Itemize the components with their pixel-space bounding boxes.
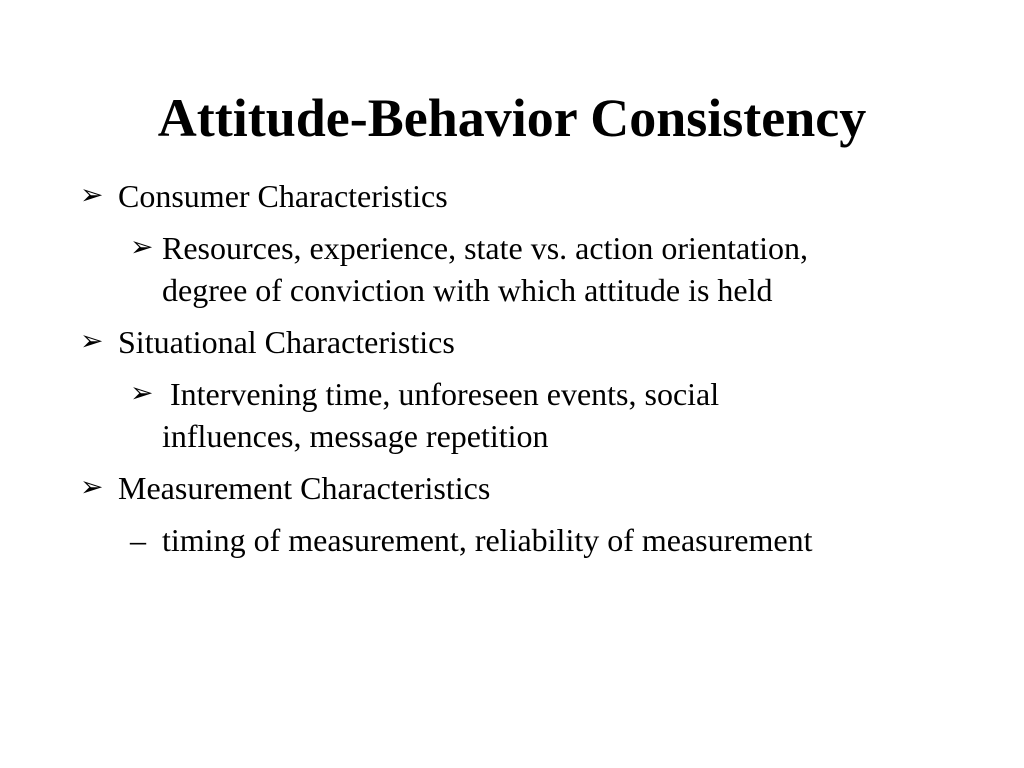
- dash-bullet-icon: –: [130, 522, 146, 558]
- sub-bullet-item-timing-of-measurement: [80, 519, 862, 561]
- slide-title: Attitude-Behavior Consistency: [157, 88, 867, 148]
- bullet-item-measurement-characteristics: [80, 467, 980, 509]
- arrowhead-bullet-icon: ➢: [130, 232, 154, 263]
- sub-bullet-item-resources: [80, 227, 862, 311]
- sub-bullet-text: Resources, experience, state vs. action orientation, degree of conviction with which attitude is held: [162, 230, 808, 308]
- sub-bullet-item-intervening-time: [80, 373, 862, 457]
- bullet-text: Consumer Characteristics: [118, 178, 448, 214]
- bullet-list: [80, 175, 980, 561]
- sub-bullet-text: timing of measurement, reliability of measurement: [162, 522, 813, 558]
- arrowhead-bullet-icon: ➢: [80, 326, 104, 357]
- bullet-item-consumer-characteristics: [80, 175, 980, 217]
- bullet-text: Situational Characteristics: [118, 324, 455, 360]
- bullet-text: Measurement Characteristics: [118, 470, 491, 506]
- sub-bullet-text: Intervening time, unforeseen events, social influences, message repetition: [162, 376, 728, 454]
- bullet-item-situational-characteristics: [80, 321, 980, 363]
- arrowhead-bullet-icon: ➢: [130, 378, 154, 409]
- arrowhead-bullet-icon: ➢: [80, 180, 104, 211]
- arrowhead-bullet-icon: ➢: [80, 472, 104, 503]
